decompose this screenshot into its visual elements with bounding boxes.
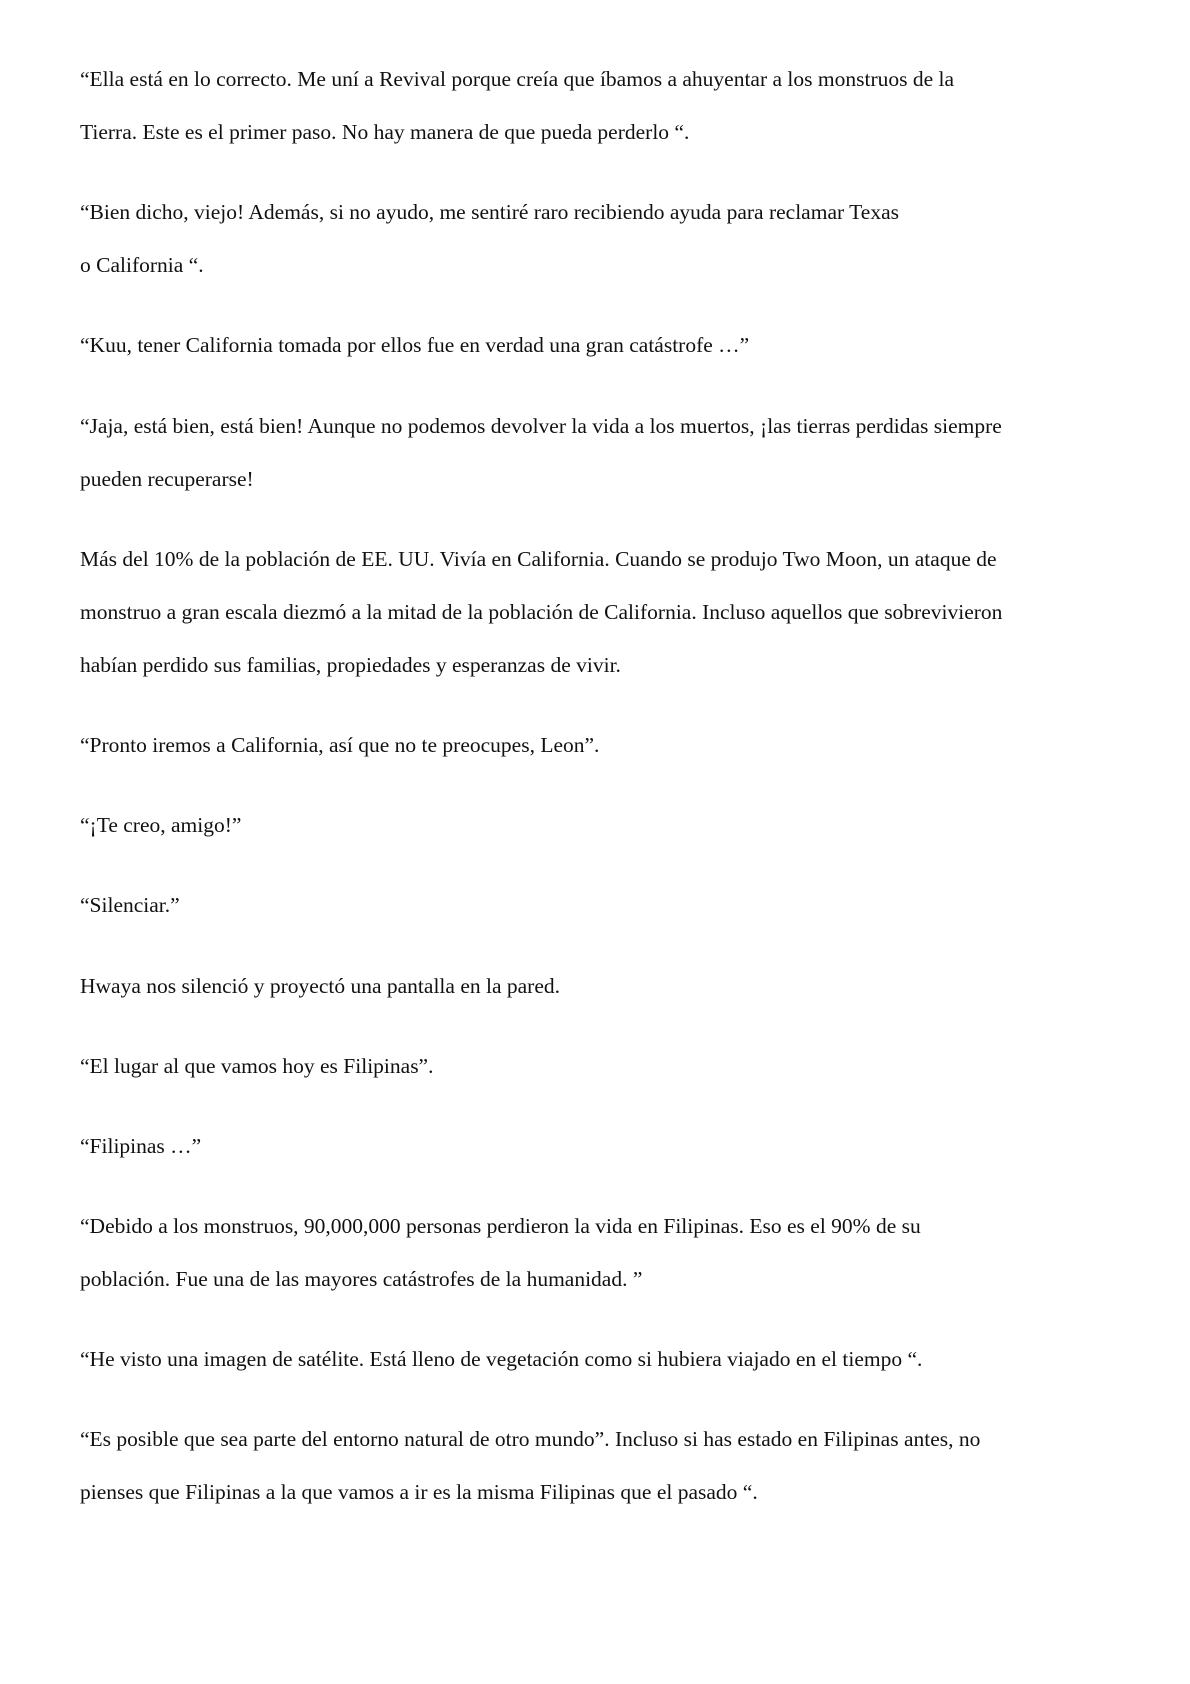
paragraph-11 [80, 1133, 201, 1160]
text-line: “Filipinas …” [80, 1134, 202, 1158]
text-line: pienses que Filipinas a la que vamos a ir es la misma Filipinas que el pasado “. [80, 1480, 758, 1504]
text-line: “He visto una imagen de satélite. Está lleno de vegetación como si hubiera viajado en el tiempo “. [80, 1347, 923, 1371]
paragraph-14 [80, 1426, 980, 1506]
paragraph-3 [80, 332, 749, 359]
text-line: Hwaya nos silenció y proyectó una pantalla en la pared. [80, 974, 560, 998]
text-line: población. Fue una de las mayores catástrofes de la humanidad. ” [80, 1267, 643, 1291]
paragraph-12 [80, 1213, 921, 1293]
text-line: “Kuu, tener California tomada por ellos fue en verdad una gran catástrofe …” [80, 333, 750, 357]
text-line: “Jaja, está bien, está bien! Aunque no podemos devolver la vida a los muertos, ¡las tierras perdidas siempre [80, 414, 1002, 438]
paragraph-1 [80, 66, 954, 146]
text-line: “Pronto iremos a California, así que no te preocupes, Leon”. [80, 733, 600, 757]
paragraph-8 [80, 892, 180, 919]
paragraph-13 [80, 1346, 922, 1373]
text-line: habían perdido sus familias, propiedades y esperanzas de vivir. [80, 653, 621, 677]
text-line: “Bien dicho, viejo! Además, si no ayudo, me sentiré raro recibiendo ayuda para reclamar Texas [80, 200, 899, 224]
paragraph-7 [80, 812, 241, 839]
paragraph-6 [80, 732, 599, 759]
paragraph-2 [80, 199, 899, 279]
text-line: monstruo a gran escala diezmó a la mitad de la población de California. Incluso aquellos que sobrevivieron [80, 600, 1003, 624]
text-line: “¡Te creo, amigo!” [80, 813, 242, 837]
paragraph-5 [80, 546, 1002, 679]
text-line: “Es posible que sea parte del entorno natural de otro mundo”. Incluso si has estado en Filipinas antes, no [80, 1427, 981, 1451]
text-line: “El lugar al que vamos hoy es Filipinas”. [80, 1054, 434, 1078]
text-line: “Debido a los monstruos, 90,000,000 personas perdieron la vida en Filipinas. Eso es el 90% de su [80, 1214, 921, 1238]
paragraph-4 [80, 413, 1002, 493]
text-line: “Ella está en lo correcto. Me uní a Revival porque creía que íbamos a ahuyentar a los monstruos de la [80, 67, 955, 91]
text-line: pueden recuperarse! [80, 467, 254, 491]
paragraph-9 [80, 973, 560, 1000]
paragraph-10 [80, 1053, 433, 1080]
text-line: “Silenciar.” [80, 893, 180, 917]
text-line: Tierra. Este es el primer paso. No hay manera de que pueda perderlo “. [80, 120, 690, 144]
text-line: o California “. [80, 253, 204, 277]
text-line: Más del 10% de la población de EE. UU. Vivía en California. Cuando se produjo Two Moon, un ataque de [80, 547, 997, 571]
